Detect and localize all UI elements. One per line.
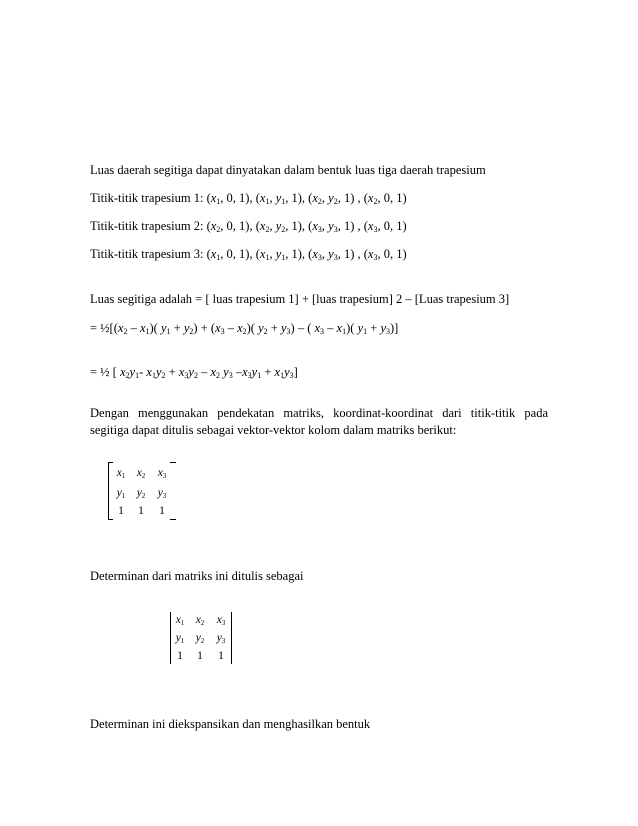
matrix-cell: $x_3$ bbox=[157, 467, 167, 480]
trapezoid-1-line bbox=[90, 190, 407, 206]
matrix-cell: $y_3$ bbox=[157, 487, 167, 500]
determinant-matrix bbox=[170, 612, 232, 664]
trapezoid-3-label: Titik-titik trapesium 3: bbox=[90, 247, 207, 261]
expansion-text: Determinan ini diekspansikan dan menghasilkan bentuk bbox=[90, 717, 371, 731]
determinant-cell: 1 bbox=[197, 650, 203, 662]
determinant-cell: 1 bbox=[177, 650, 183, 662]
matrix-right-bracket-bottom bbox=[170, 519, 176, 520]
trapezoid-3-line bbox=[90, 246, 407, 262]
paragraph-line-2: segitiga dapat ditulis sebagai vektor-vektor kolom dalam matriks berikut: bbox=[90, 423, 457, 437]
determinant-cell: $x_3$ bbox=[216, 614, 226, 627]
matrix-cell: 1 bbox=[159, 505, 165, 517]
matrix-cell: $y_1$ bbox=[116, 487, 126, 500]
determinant-cell: $x_2$ bbox=[195, 614, 205, 627]
determinant-right-bar bbox=[231, 612, 232, 664]
determinant-cell: $y_1$ bbox=[175, 632, 185, 645]
area-statement: Luas segitiga adalah = [ luas trapesium 1] + [luas trapesium] 2 – [Luas trapesium 3] bbox=[90, 292, 510, 306]
paragraph-line-1: Dengan menggunakan pendekatan matriks, koordinat-koordinat dari titik-titik pada bbox=[90, 406, 548, 420]
formula-2: = ½ [ $x_2y_1-$ $x_1y_2 + x_3y_2 - x_2$ $y_3$ $-x_3y_1 + x_1y_3$] bbox=[90, 365, 298, 380]
formula-1: = $\frac{1}{2}[(x_2 - x_1)$( $y_1 + y_2) + (x_3 - x_2)$( $y_2 + y_3$) – ( $x_3 - x_1$)( $y_1 + y_3$)] bbox=[90, 321, 399, 336]
trapezoid-2-line bbox=[90, 218, 407, 234]
determinant-cell: $y_3$ bbox=[216, 632, 226, 645]
trapezoid-1-points: ($x_1$, 0, 1), ($x_1$, $y_1$, 1), ($x_2$, $y_2$, 1) , ($x_2$, 0, 1) bbox=[206, 191, 407, 206]
matrix-right-bracket-top bbox=[170, 462, 176, 463]
determinant-left-bar bbox=[170, 612, 171, 664]
matrix-paragraph bbox=[90, 405, 548, 439]
matrix-cell: 1 bbox=[118, 505, 124, 517]
determinant-text: Determinan dari matriks ini ditulis sebagai bbox=[90, 569, 304, 583]
determinant-cell: $y_2$ bbox=[195, 632, 205, 645]
determinant-cell: $x_1$ bbox=[175, 614, 185, 627]
determinant-cell: 1 bbox=[218, 650, 224, 662]
trapezoid-2-points: ($x_2$, 0, 1), ($x_2$, $y_2$, 1), ($x_3$, $y_3$, 1) , ($x_3$, 0, 1) bbox=[206, 219, 407, 234]
matrix-cell: $x_1$ bbox=[116, 467, 126, 480]
trapezoid-3-points: ($x_1$, 0, 1), ($x_1$, $y_1$, 1), ($x_3$, $y_3$, 1) , ($x_3$, 0, 1) bbox=[206, 247, 407, 262]
trapezoid-2-label: Titik-titik trapesium 2: bbox=[90, 219, 207, 233]
matrix-cell: 1 bbox=[138, 505, 144, 517]
intro-text: Luas daerah segitiga dapat dinyatakan dalam bentuk luas tiga daerah trapesium bbox=[90, 163, 486, 177]
trapezoid-1-label: Titik-titik trapesium 1: bbox=[90, 191, 207, 205]
matrix-cell: $x_2$ bbox=[136, 467, 146, 480]
coordinate-matrix bbox=[108, 462, 176, 520]
matrix-cell: $y_2$ bbox=[136, 487, 146, 500]
